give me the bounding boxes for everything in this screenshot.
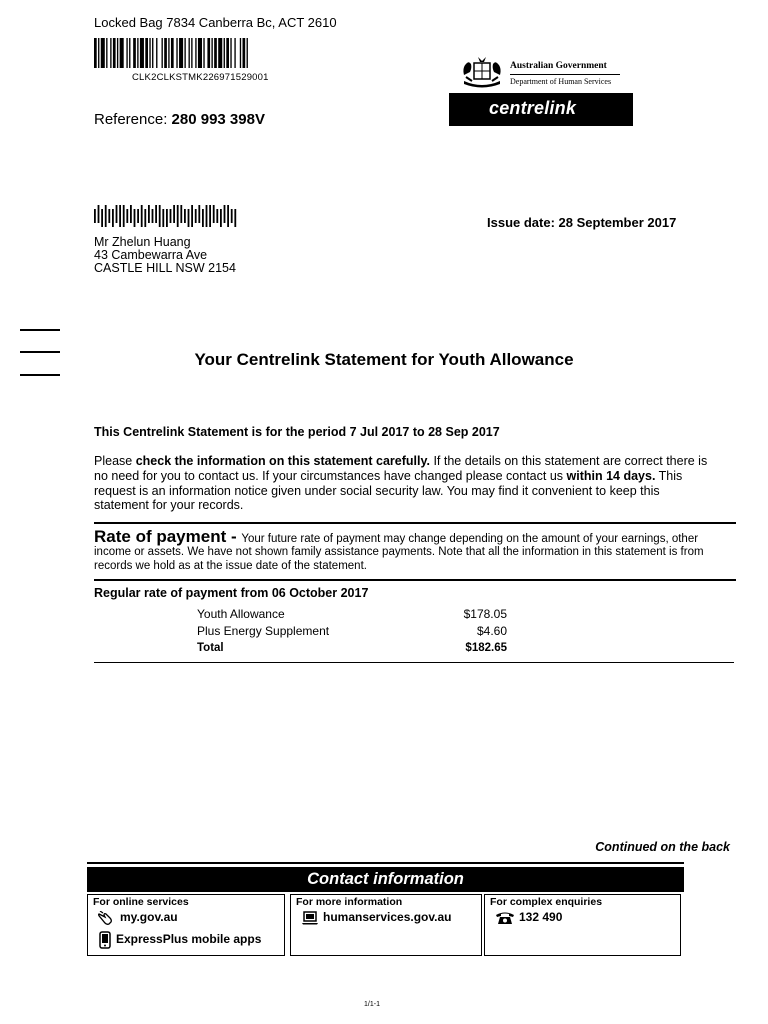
addressee-street: 43 Cambewarra Ave — [94, 248, 208, 262]
intro-emphasis: check the information on this statement carefully. — [135, 454, 430, 468]
payment-label: Youth Allowance — [197, 607, 285, 621]
government-name: Australian Government — [510, 61, 607, 71]
government-branding — [460, 55, 635, 95]
addressee-locality: CASTLE HILL NSW 2154 — [94, 261, 236, 275]
barcode-number: CLK2CLKSTMK226971529001 — [132, 72, 269, 83]
intro-deadline: within 14 days. — [566, 468, 656, 483]
payment-amount: $4.60 — [476, 624, 507, 638]
more-information-heading: For more information — [296, 896, 403, 908]
payment-label: Plus Energy Supplement — [197, 624, 330, 638]
mygov-link-label: my.gov.au — [120, 910, 178, 924]
australian-crest-icon — [460, 55, 504, 89]
pointing-hand-icon — [98, 911, 116, 925]
payment-total-row — [197, 642, 507, 657]
payments-divider — [94, 662, 734, 663]
page-number: 1/1-1 — [364, 1001, 380, 1008]
centrelink-logo — [449, 93, 633, 126]
contact-title: Contact information — [307, 870, 464, 888]
contact-cell-online — [87, 894, 285, 956]
expressplus-apps-link[interactable] — [98, 931, 261, 949]
payment-total-label: Total — [197, 642, 224, 654]
regular-rate-heading: Regular rate of payment from 06 October 2017 — [94, 586, 369, 600]
statement-period: This Centrelink Statement is for the period 7 Jul 2017 to 28 Sep 2017 — [94, 425, 500, 439]
expressplus-apps-label: ExpressPlus mobile apps — [116, 932, 262, 947]
fold-mark — [20, 374, 60, 376]
complex-enquiries-heading: For complex enquiries — [490, 896, 603, 908]
addressee-name: Mr Zhelun Huang — [94, 235, 191, 249]
intro-text: This request is an information notice given under social security law. You may find it convenient to keep this statement for your records. — [94, 468, 683, 513]
contact-header — [87, 867, 684, 892]
contact-cell-information — [290, 894, 482, 956]
fold-mark — [20, 329, 60, 331]
reference-value: 280 993 398V — [171, 111, 265, 128]
mobile-phone-icon — [98, 931, 112, 949]
rate-of-payment-heading: Rate of payment - — [94, 527, 242, 546]
contact-divider — [87, 862, 684, 864]
intro-text: If the details on this statement are correct there is no need for you to contact us. If your circumstances have changed please contact us — [94, 454, 708, 483]
return-address: Locked Bag 7834 Canberra Bc, ACT 2610 — [94, 15, 337, 30]
reference-label: Reference: — [94, 111, 168, 128]
telephone-icon — [495, 911, 515, 925]
mygov-link[interactable] — [98, 910, 178, 925]
contact-information-panel — [87, 862, 684, 958]
postal-barcode — [94, 205, 238, 227]
phone-number-label: 132 490 — [519, 910, 563, 924]
laptop-icon — [301, 911, 319, 925]
intro-paragraph — [94, 454, 714, 513]
humanservices-link[interactable] — [301, 910, 452, 925]
section-divider — [94, 522, 736, 524]
contact-cell-enquiries — [484, 894, 681, 956]
reference-number — [94, 111, 265, 128]
payment-row — [197, 624, 507, 639]
intro-text: Please — [94, 454, 136, 468]
online-services-heading: For online services — [93, 896, 189, 908]
branding-divider — [510, 74, 620, 75]
continued-note: Continued on the back — [595, 840, 730, 854]
section-divider — [94, 579, 736, 581]
payment-amount: $178.05 — [463, 607, 507, 621]
rate-of-payment-section — [94, 527, 714, 573]
payment-total-amount: $182.65 — [465, 642, 507, 654]
tracking-barcode — [94, 38, 312, 68]
addressee-block — [94, 236, 236, 275]
centrelink-wordmark: centrelink — [489, 98, 577, 118]
phone-number-link[interactable] — [495, 910, 562, 925]
rate-of-payment-text: Your future rate of payment may change depending on the amount of your earnings, other income or assets. We have not shown family assistance payments. Note that all the information in this statement is from records we hold as at the issue date of the statement. — [94, 533, 704, 572]
statement-title: Your Centrelink Statement for Youth Allowance — [194, 350, 574, 369]
humanservices-link-label: humanservices.gov.au — [323, 910, 452, 924]
issue-date: Issue date: 28 September 2017 — [487, 215, 677, 230]
department-name: Department of Human Services — [510, 77, 612, 86]
payment-row — [197, 607, 507, 622]
